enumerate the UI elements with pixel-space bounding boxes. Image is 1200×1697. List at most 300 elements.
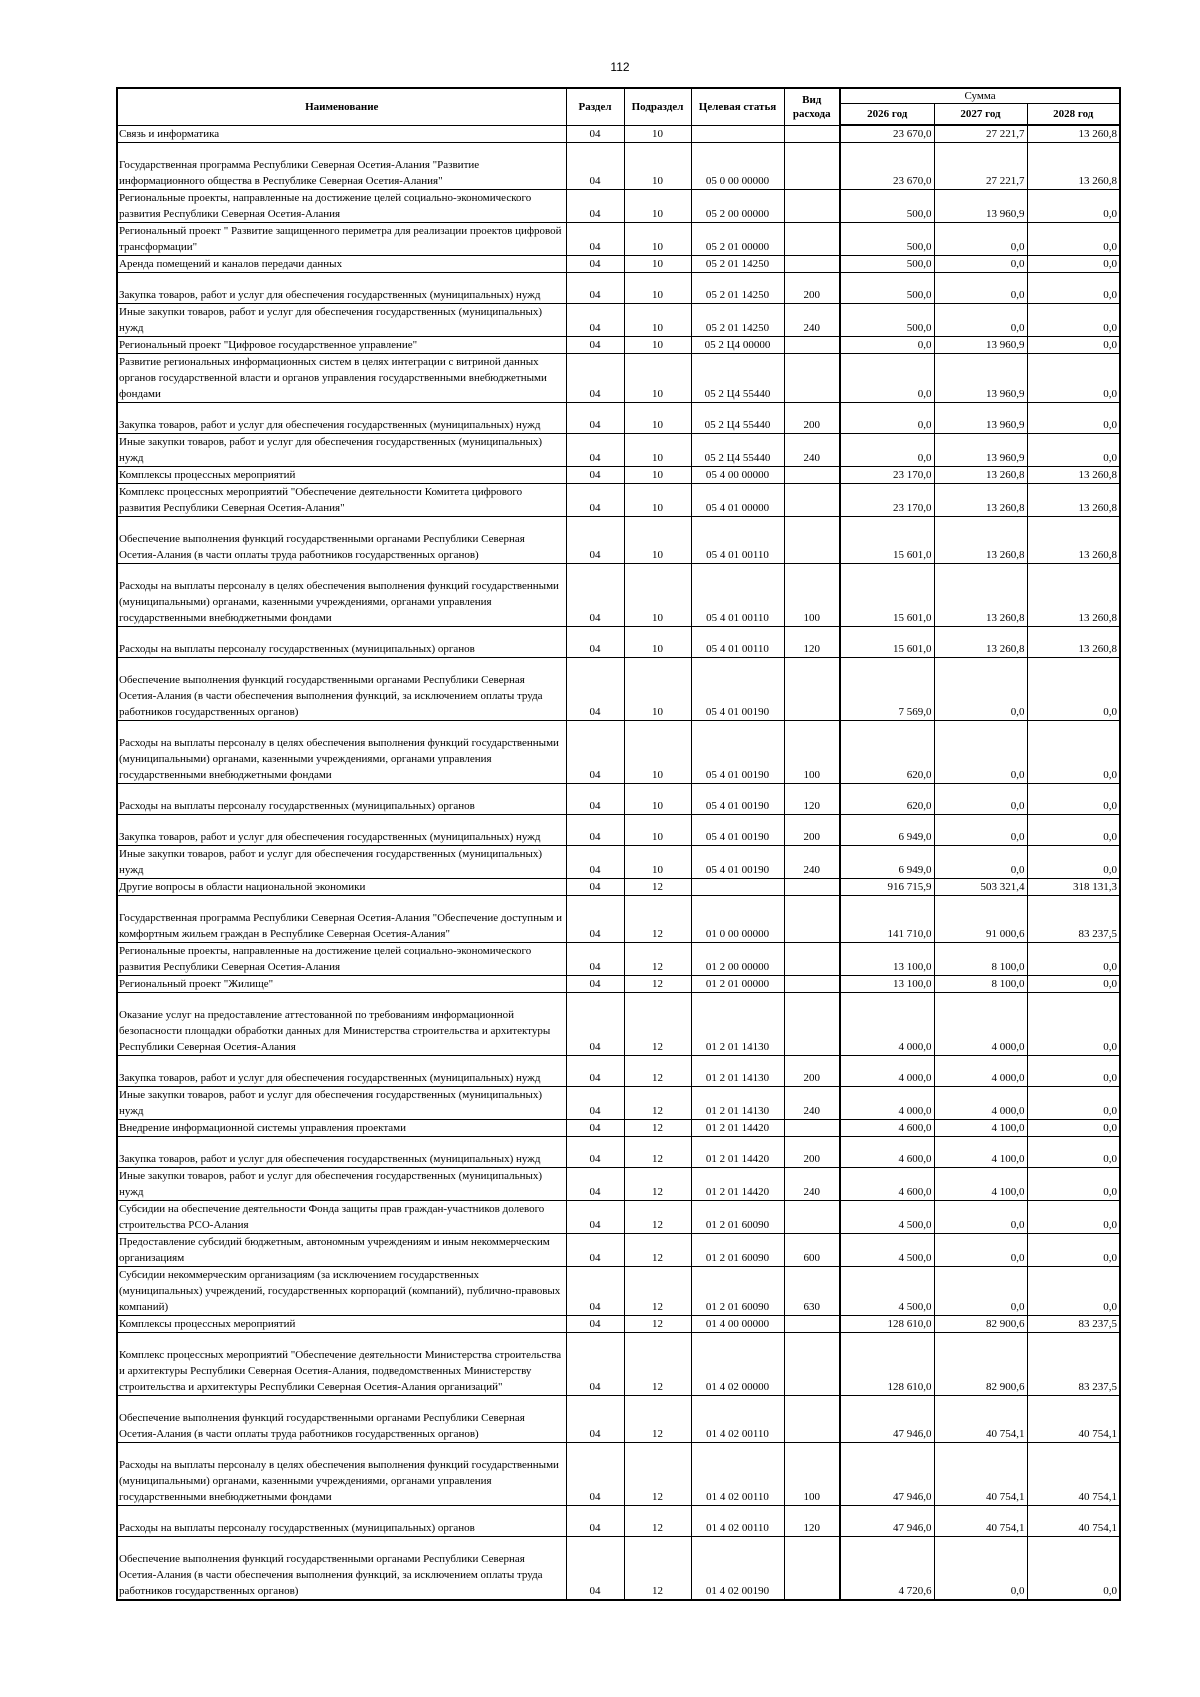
cell-2026: 500,0 <box>840 256 934 273</box>
cell-name: Обеспечение выполнения функций государственными органами Республики Северная Осетия-Алания (в части обеспечения выполнения функций, за исключением оплаты труда работников государственных органов) <box>117 1537 566 1600</box>
cell-razdel: 04 <box>566 467 624 484</box>
cell-vid-rashoda: 200 <box>784 273 840 304</box>
cell-2026: 4 000,0 <box>840 993 934 1056</box>
cell-vid-rashoda <box>784 896 840 943</box>
cell-celevaya-statya: 05 2 Ц4 55440 <box>691 403 784 434</box>
cell-podrazdel: 10 <box>624 467 691 484</box>
cell-2028: 0,0 <box>1027 304 1120 337</box>
table-row <box>117 896 1120 943</box>
cell-podrazdel: 12 <box>624 993 691 1056</box>
cell-celevaya-statya: 05 2 01 14250 <box>691 256 784 273</box>
cell-celevaya-statya: 01 4 02 00110 <box>691 1443 784 1506</box>
cell-2027: 40 754,1 <box>934 1443 1027 1506</box>
cell-2027: 0,0 <box>934 1537 1027 1600</box>
table-row <box>117 658 1120 721</box>
cell-2028: 40 754,1 <box>1027 1396 1120 1443</box>
cell-2026: 4 500,0 <box>840 1201 934 1234</box>
cell-celevaya-statya: 05 4 01 00190 <box>691 658 784 721</box>
table-row <box>117 1201 1120 1234</box>
cell-razdel: 04 <box>566 1137 624 1168</box>
cell-vid-rashoda: 240 <box>784 434 840 467</box>
cell-vid-rashoda: 100 <box>784 564 840 627</box>
cell-2028: 0,0 <box>1027 223 1120 256</box>
cell-podrazdel: 10 <box>624 658 691 721</box>
cell-2028: 0,0 <box>1027 256 1120 273</box>
table-row <box>117 1267 1120 1316</box>
cell-2028: 0,0 <box>1027 1537 1120 1600</box>
cell-2027: 0,0 <box>934 846 1027 879</box>
cell-podrazdel: 10 <box>624 434 691 467</box>
table-row <box>117 976 1120 993</box>
cell-celevaya-statya: 01 2 01 60090 <box>691 1201 784 1234</box>
cell-vid-rashoda <box>784 879 840 896</box>
cell-vid-rashoda <box>784 1333 840 1396</box>
cell-vid-rashoda <box>784 658 840 721</box>
cell-vid-rashoda: 100 <box>784 1443 840 1506</box>
cell-vid-rashoda: 200 <box>784 1056 840 1087</box>
cell-2026: 0,0 <box>840 337 934 354</box>
cell-celevaya-statya: 01 4 02 00110 <box>691 1396 784 1443</box>
cell-name: Другие вопросы в области национальной экономики <box>117 879 566 896</box>
cell-podrazdel: 12 <box>624 1537 691 1600</box>
cell-2028: 0,0 <box>1027 1087 1120 1120</box>
cell-2028: 0,0 <box>1027 976 1120 993</box>
cell-2028: 13 260,8 <box>1027 627 1120 658</box>
cell-razdel: 04 <box>566 223 624 256</box>
cell-2026: 47 946,0 <box>840 1506 934 1537</box>
cell-name: Оказание услуг на предоставление аттестованной по требованиям информационной безопасности площадки обработки данных для Министерства строительства и архитектуры Республики Северная Осетия-Алания <box>117 993 566 1056</box>
cell-name: Расходы на выплаты персоналу государственных (муниципальных) органов <box>117 1506 566 1537</box>
cell-celevaya-statya: 01 4 00 00000 <box>691 1316 784 1333</box>
cell-2026: 13 100,0 <box>840 976 934 993</box>
header-year-2027: 2027 год <box>934 104 1027 126</box>
cell-name: Обеспечение выполнения функций государственными органами Республики Северная Осетия-Алания (в части оплаты труда работников государственных органов) <box>117 517 566 564</box>
header-name: Наименование <box>117 88 566 125</box>
cell-2026: 500,0 <box>840 304 934 337</box>
table-row <box>117 337 1120 354</box>
cell-2026: 4 500,0 <box>840 1234 934 1267</box>
table-row <box>117 517 1120 564</box>
cell-name: Внедрение информационной системы управления проектами <box>117 1120 566 1137</box>
cell-2026: 15 601,0 <box>840 564 934 627</box>
cell-vid-rashoda <box>784 1120 840 1137</box>
cell-celevaya-statya: 05 4 00 00000 <box>691 467 784 484</box>
cell-2028: 13 260,8 <box>1027 564 1120 627</box>
cell-vid-rashoda: 240 <box>784 1087 840 1120</box>
cell-vid-rashoda: 240 <box>784 846 840 879</box>
cell-razdel: 04 <box>566 1506 624 1537</box>
cell-name: Государственная программа Республики Северная Осетия-Алания "Развитие информационного общества в Республике Северная Осетия-Алания" <box>117 143 566 190</box>
cell-2027: 0,0 <box>934 304 1027 337</box>
cell-name: Закупка товаров, работ и услуг для обеспечения государственных (муниципальных) нужд <box>117 815 566 846</box>
table-row <box>117 1333 1120 1396</box>
cell-2027: 13 960,9 <box>934 337 1027 354</box>
cell-2027: 13 960,9 <box>934 403 1027 434</box>
cell-2028: 13 260,8 <box>1027 517 1120 564</box>
cell-razdel: 04 <box>566 484 624 517</box>
cell-vid-rashoda <box>784 467 840 484</box>
cell-vid-rashoda: 600 <box>784 1234 840 1267</box>
cell-2026: 620,0 <box>840 721 934 784</box>
cell-2027: 13 260,8 <box>934 517 1027 564</box>
header-summa: Сумма <box>840 88 1120 104</box>
cell-2028: 0,0 <box>1027 434 1120 467</box>
cell-2028: 0,0 <box>1027 1137 1120 1168</box>
cell-2026: 0,0 <box>840 403 934 434</box>
cell-name: Региональный проект "Цифровое государственное управление" <box>117 337 566 354</box>
cell-2027: 13 960,9 <box>934 434 1027 467</box>
cell-2026: 4 500,0 <box>840 1267 934 1316</box>
cell-vid-rashoda: 200 <box>784 1137 840 1168</box>
cell-2027: 27 221,7 <box>934 143 1027 190</box>
cell-name: Субсидии на обеспечение деятельности Фонда защиты прав граждан-участников долевого строительства РСО-Алания <box>117 1201 566 1234</box>
cell-2026: 620,0 <box>840 784 934 815</box>
cell-name: Иные закупки товаров, работ и услуг для обеспечения государственных (муниципальных) нужд <box>117 1168 566 1201</box>
cell-name: Закупка товаров, работ и услуг для обеспечения государственных (муниципальных) нужд <box>117 1137 566 1168</box>
table-row <box>117 434 1120 467</box>
header-razdel: Раздел <box>566 88 624 125</box>
cell-2027: 4 100,0 <box>934 1137 1027 1168</box>
cell-razdel: 04 <box>566 976 624 993</box>
cell-celevaya-statya: 05 4 01 00190 <box>691 784 784 815</box>
cell-celevaya-statya: 05 2 00 00000 <box>691 190 784 223</box>
cell-2026: 916 715,9 <box>840 879 934 896</box>
cell-podrazdel: 12 <box>624 1168 691 1201</box>
cell-celevaya-statya: 01 2 00 00000 <box>691 943 784 976</box>
cell-2028: 83 237,5 <box>1027 1333 1120 1396</box>
cell-vid-rashoda: 120 <box>784 1506 840 1537</box>
cell-2026: 47 946,0 <box>840 1443 934 1506</box>
cell-celevaya-statya: 05 4 01 00190 <box>691 815 784 846</box>
cell-2026: 15 601,0 <box>840 517 934 564</box>
cell-razdel: 04 <box>566 846 624 879</box>
cell-2027: 27 221,7 <box>934 125 1027 143</box>
cell-name: Предоставление субсидий бюджетным, автономным учреждениям и иным некоммерческим организациям <box>117 1234 566 1267</box>
cell-vid-rashoda: 120 <box>784 784 840 815</box>
cell-razdel: 04 <box>566 658 624 721</box>
cell-razdel: 04 <box>566 564 624 627</box>
cell-name: Комплексы процессных мероприятий <box>117 1316 566 1333</box>
cell-razdel: 04 <box>566 1316 624 1333</box>
cell-2026: 6 949,0 <box>840 846 934 879</box>
cell-name: Обеспечение выполнения функций государственными органами Республики Северная Осетия-Алания (в части оплаты труда работников государственных органов) <box>117 1396 566 1443</box>
cell-razdel: 04 <box>566 403 624 434</box>
cell-podrazdel: 12 <box>624 1234 691 1267</box>
cell-name: Иные закупки товаров, работ и услуг для обеспечения государственных (муниципальных) нужд <box>117 846 566 879</box>
cell-celevaya-statya: 01 2 01 00000 <box>691 976 784 993</box>
cell-podrazdel: 12 <box>624 976 691 993</box>
cell-razdel: 04 <box>566 256 624 273</box>
cell-2027: 13 960,9 <box>934 354 1027 403</box>
cell-vid-rashoda <box>784 943 840 976</box>
table-row <box>117 304 1120 337</box>
cell-2027: 13 260,8 <box>934 467 1027 484</box>
cell-celevaya-statya: 05 4 01 00110 <box>691 517 784 564</box>
cell-celevaya-statya: 05 4 01 00190 <box>691 846 784 879</box>
cell-2028: 0,0 <box>1027 784 1120 815</box>
cell-vid-rashoda <box>784 1396 840 1443</box>
cell-2028: 0,0 <box>1027 1056 1120 1087</box>
cell-razdel: 04 <box>566 273 624 304</box>
cell-2028: 13 260,8 <box>1027 484 1120 517</box>
cell-2027: 4 000,0 <box>934 993 1027 1056</box>
cell-celevaya-statya <box>691 125 784 143</box>
cell-2027: 0,0 <box>934 658 1027 721</box>
cell-2026: 15 601,0 <box>840 627 934 658</box>
cell-razdel: 04 <box>566 1120 624 1137</box>
table-row <box>117 273 1120 304</box>
cell-2027: 82 900,6 <box>934 1333 1027 1396</box>
cell-vid-rashoda <box>784 484 840 517</box>
cell-podrazdel: 10 <box>624 403 691 434</box>
cell-name: Расходы на выплаты персоналу государственных (муниципальных) органов <box>117 784 566 815</box>
cell-2027: 13 260,8 <box>934 484 1027 517</box>
table-row <box>117 1168 1120 1201</box>
table-row <box>117 879 1120 896</box>
table-row <box>117 354 1120 403</box>
cell-name: Комплексы процессных мероприятий <box>117 467 566 484</box>
cell-2027: 0,0 <box>934 721 1027 784</box>
cell-razdel: 04 <box>566 143 624 190</box>
cell-podrazdel: 12 <box>624 1267 691 1316</box>
cell-celevaya-statya: 05 4 01 00000 <box>691 484 784 517</box>
cell-podrazdel: 12 <box>624 1056 691 1087</box>
cell-2026: 23 670,0 <box>840 143 934 190</box>
budget-table <box>116 87 1121 1601</box>
cell-vid-rashoda <box>784 517 840 564</box>
table-row <box>117 1537 1120 1600</box>
table-row <box>117 815 1120 846</box>
cell-vid-rashoda <box>784 1316 840 1333</box>
cell-podrazdel: 12 <box>624 1087 691 1120</box>
cell-name: Аренда помещений и каналов передачи данных <box>117 256 566 273</box>
cell-2028: 0,0 <box>1027 1201 1120 1234</box>
cell-razdel: 04 <box>566 1168 624 1201</box>
cell-razdel: 04 <box>566 304 624 337</box>
cell-vid-rashoda <box>784 976 840 993</box>
cell-razdel: 04 <box>566 337 624 354</box>
cell-celevaya-statya: 05 4 01 00190 <box>691 721 784 784</box>
cell-podrazdel: 12 <box>624 879 691 896</box>
cell-2027: 0,0 <box>934 1201 1027 1234</box>
table-row <box>117 564 1120 627</box>
cell-2028: 40 754,1 <box>1027 1506 1120 1537</box>
cell-razdel: 04 <box>566 815 624 846</box>
cell-2028: 0,0 <box>1027 1168 1120 1201</box>
cell-2026: 4 600,0 <box>840 1137 934 1168</box>
cell-podrazdel: 10 <box>624 256 691 273</box>
header-vid-rashoda: Вид расхода <box>784 88 840 125</box>
page-number: 112 <box>610 60 630 74</box>
cell-2027: 4 100,0 <box>934 1168 1027 1201</box>
cell-2028: 0,0 <box>1027 1120 1120 1137</box>
cell-2027: 4 000,0 <box>934 1087 1027 1120</box>
cell-podrazdel: 10 <box>624 337 691 354</box>
cell-razdel: 04 <box>566 784 624 815</box>
cell-celevaya-statya: 05 2 01 14250 <box>691 273 784 304</box>
cell-razdel: 04 <box>566 1267 624 1316</box>
cell-name: Расходы на выплаты персоналу в целях обеспечения выполнения функций государственными (муниципальными) органами, казенными учреждениями, органами управления государственными внебюджетными фондами <box>117 1443 566 1506</box>
cell-name: Расходы на выплаты персоналу в целях обеспечения выполнения функций государственными (муниципальными) органами, казенными учреждениями, органами управления государственными внебюджетными фондами <box>117 721 566 784</box>
cell-celevaya-statya: 01 2 01 14130 <box>691 1056 784 1087</box>
cell-2027: 4 000,0 <box>934 1056 1027 1087</box>
cell-razdel: 04 <box>566 627 624 658</box>
cell-2028: 13 260,8 <box>1027 467 1120 484</box>
cell-name: Региональный проект " Развитие защищенного периметра для реализации проектов цифровой трансформации" <box>117 223 566 256</box>
cell-2026: 0,0 <box>840 354 934 403</box>
cell-celevaya-statya: 05 4 01 00110 <box>691 564 784 627</box>
cell-vid-rashoda <box>784 354 840 403</box>
cell-podrazdel: 12 <box>624 1443 691 1506</box>
cell-podrazdel: 10 <box>624 143 691 190</box>
cell-razdel: 04 <box>566 517 624 564</box>
cell-name: Связь и информатика <box>117 125 566 143</box>
table-row <box>117 1087 1120 1120</box>
table-row <box>117 1056 1120 1087</box>
cell-razdel: 04 <box>566 190 624 223</box>
cell-2027: 0,0 <box>934 256 1027 273</box>
cell-podrazdel: 12 <box>624 896 691 943</box>
cell-2027: 13 260,8 <box>934 627 1027 658</box>
cell-2027: 0,0 <box>934 1267 1027 1316</box>
cell-name: Государственная программа Республики Северная Осетия-Алания "Обеспечение доступным и комфортным жильем граждан в Республике Северная Осетия-Алания" <box>117 896 566 943</box>
cell-2026: 7 569,0 <box>840 658 934 721</box>
cell-vid-rashoda <box>784 1201 840 1234</box>
cell-name: Региональные проекты, направленные на достижение целей социально-экономического развития Республики Северная Осетия-Алания <box>117 190 566 223</box>
cell-2028: 0,0 <box>1027 721 1120 784</box>
cell-2027: 0,0 <box>934 223 1027 256</box>
cell-2026: 23 670,0 <box>840 125 934 143</box>
cell-2027: 13 260,8 <box>934 564 1027 627</box>
table-row <box>117 467 1120 484</box>
cell-vid-rashoda <box>784 223 840 256</box>
cell-name: Расходы на выплаты персоналу государственных (муниципальных) органов <box>117 627 566 658</box>
cell-2026: 13 100,0 <box>840 943 934 976</box>
cell-name: Иные закупки товаров, работ и услуг для обеспечения государственных (муниципальных) нужд <box>117 434 566 467</box>
cell-2026: 500,0 <box>840 223 934 256</box>
cell-2026: 47 946,0 <box>840 1396 934 1443</box>
cell-name: Региональные проекты, направленные на достижение целей социально-экономического развития Республики Северная Осетия-Алания <box>117 943 566 976</box>
table-row <box>117 1443 1120 1506</box>
header-year-2028: 2028 год <box>1027 104 1120 126</box>
cell-celevaya-statya: 05 2 Ц4 55440 <box>691 434 784 467</box>
cell-2026: 128 610,0 <box>840 1316 934 1333</box>
cell-2026: 500,0 <box>840 190 934 223</box>
cell-celevaya-statya <box>691 879 784 896</box>
cell-2028: 0,0 <box>1027 993 1120 1056</box>
cell-vid-rashoda <box>784 337 840 354</box>
cell-podrazdel: 10 <box>624 354 691 403</box>
cell-podrazdel: 12 <box>624 943 691 976</box>
table-row <box>117 1316 1120 1333</box>
cell-vid-rashoda: 240 <box>784 1168 840 1201</box>
cell-2027: 0,0 <box>934 1234 1027 1267</box>
cell-podrazdel: 12 <box>624 1201 691 1234</box>
cell-2028: 0,0 <box>1027 273 1120 304</box>
cell-celevaya-statya: 05 4 01 00110 <box>691 627 784 658</box>
table-row <box>117 627 1120 658</box>
cell-razdel: 04 <box>566 721 624 784</box>
cell-name: Обеспечение выполнения функций государственными органами Республики Северная Осетия-Алания (в части обеспечения выполнения функций, за исключением оплаты труда работников государственных органов) <box>117 658 566 721</box>
cell-2028: 83 237,5 <box>1027 1316 1120 1333</box>
cell-2027: 0,0 <box>934 784 1027 815</box>
table-row <box>117 1120 1120 1137</box>
cell-celevaya-statya: 05 2 01 14250 <box>691 304 784 337</box>
cell-podrazdel: 12 <box>624 1137 691 1168</box>
cell-podrazdel: 10 <box>624 484 691 517</box>
cell-name: Комплекс процессных мероприятий "Обеспечение деятельности Министерства строительства и архитектуры Республики Северная Осетия-Алания, подведомственных Министерству строительства и архитектуры Республики Северная Осетия-Алания организаций" <box>117 1333 566 1396</box>
cell-razdel: 04 <box>566 434 624 467</box>
cell-celevaya-statya: 01 2 01 14130 <box>691 993 784 1056</box>
cell-2028: 0,0 <box>1027 1234 1120 1267</box>
cell-2026: 4 000,0 <box>840 1087 934 1120</box>
table-row <box>117 403 1120 434</box>
cell-podrazdel: 10 <box>624 190 691 223</box>
cell-razdel: 04 <box>566 1087 624 1120</box>
cell-2028: 13 260,8 <box>1027 143 1120 190</box>
cell-2026: 128 610,0 <box>840 1333 934 1396</box>
cell-2028: 0,0 <box>1027 403 1120 434</box>
cell-2028: 0,0 <box>1027 1267 1120 1316</box>
cell-2026: 4 000,0 <box>840 1056 934 1087</box>
cell-vid-rashoda <box>784 993 840 1056</box>
cell-2027: 4 100,0 <box>934 1120 1027 1137</box>
cell-name: Комплекс процессных мероприятий "Обеспечение деятельности Комитета цифрового развития Республики Северная Осетия-Алания" <box>117 484 566 517</box>
header-podrazdel: Подраздел <box>624 88 691 125</box>
cell-2027: 40 754,1 <box>934 1506 1027 1537</box>
table-row <box>117 190 1120 223</box>
cell-2026: 4 600,0 <box>840 1168 934 1201</box>
cell-2028: 0,0 <box>1027 337 1120 354</box>
cell-razdel: 04 <box>566 354 624 403</box>
table-row <box>117 993 1120 1056</box>
cell-2028: 0,0 <box>1027 943 1120 976</box>
cell-podrazdel: 12 <box>624 1120 691 1137</box>
cell-2028: 0,0 <box>1027 190 1120 223</box>
cell-podrazdel: 10 <box>624 721 691 784</box>
cell-2027: 8 100,0 <box>934 976 1027 993</box>
cell-vid-rashoda <box>784 256 840 273</box>
table-row <box>117 143 1120 190</box>
cell-razdel: 04 <box>566 1333 624 1396</box>
cell-2026: 4 720,6 <box>840 1537 934 1600</box>
cell-razdel: 04 <box>566 1443 624 1506</box>
cell-2028: 0,0 <box>1027 846 1120 879</box>
table-row <box>117 721 1120 784</box>
cell-vid-rashoda <box>784 190 840 223</box>
cell-razdel: 04 <box>566 993 624 1056</box>
cell-vid-rashoda: 200 <box>784 403 840 434</box>
table-body <box>117 125 1120 1600</box>
cell-2027: 0,0 <box>934 815 1027 846</box>
cell-podrazdel: 12 <box>624 1316 691 1333</box>
cell-vid-rashoda <box>784 143 840 190</box>
table-row <box>117 125 1120 143</box>
cell-vid-rashoda: 630 <box>784 1267 840 1316</box>
cell-vid-rashoda: 120 <box>784 627 840 658</box>
cell-celevaya-statya: 01 2 01 14420 <box>691 1168 784 1201</box>
cell-razdel: 04 <box>566 1234 624 1267</box>
cell-2026: 23 170,0 <box>840 467 934 484</box>
cell-2026: 23 170,0 <box>840 484 934 517</box>
cell-podrazdel: 10 <box>624 784 691 815</box>
cell-celevaya-statya: 01 2 01 14130 <box>691 1087 784 1120</box>
cell-celevaya-statya: 05 2 Ц4 55440 <box>691 354 784 403</box>
cell-celevaya-statya: 01 0 00 00000 <box>691 896 784 943</box>
table-row <box>117 223 1120 256</box>
cell-vid-rashoda <box>784 125 840 143</box>
cell-2026: 0,0 <box>840 434 934 467</box>
